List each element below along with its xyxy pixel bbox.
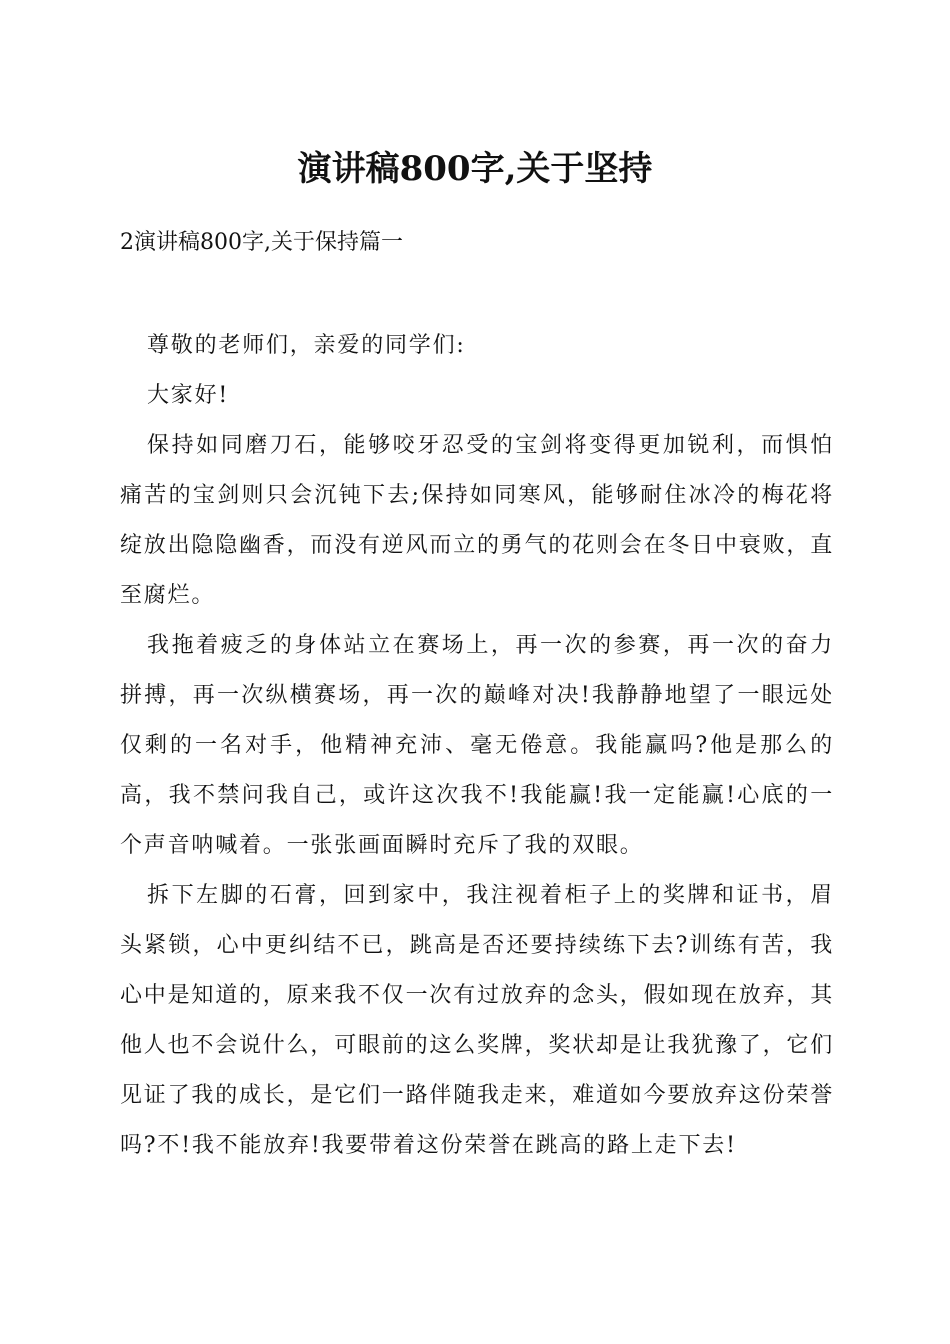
- document-title: 演讲稿800字,关于坚持: [297, 149, 653, 189]
- paragraph-3: 拆下左脚的石膏，回到家中，我注视着柜子上的奖牌和证书，眉头紧锁，心中更纠结不已，跳高是否还要持续练下去?训练有苦，我心中是知道的，原来我不仅一次有过放弃的念头，假如现在放弃，其他人也不会说什么，可眼前的这么奖牌，奖状却是让我犹豫了，它们见证了我的成长，是它们一路伴随我走来，难道如今要放弃这份荣誉吗?不!我不能放弃!我要带着这份荣誉在跳高的路上走下去!: [120, 883, 835, 1158]
- document-subtitle: 2演讲稿800字,关于保持篇一: [120, 230, 403, 255]
- paragraph-salutation: 尊敬的老师们，亲爱的同学们:: [147, 333, 466, 358]
- paragraph-greeting: 大家好!: [147, 383, 230, 408]
- paragraph-1: 保持如同磨刀石，能够咬牙忍受的宝剑将变得更加锐利，而惧怕痛苦的宝剑则只会沉钝下去;保持如同寒风，能够耐住冰冷的梅花将绽放出隐隐幽香，而没有逆风而立的勇气的花则会在冬日中衰败，直至腐烂。: [120, 433, 835, 608]
- document-body: [120, 321, 834, 1171]
- paragraph-2: 我拖着疲乏的身体站立在赛场上，再一次的参赛，再一次的奋力拼搏，再一次纵横赛场，再一次的巅峰对决!我静静地望了一眼远处仅剩的一名对手，他精神充沛、毫无倦意。我能赢吗?他是那么的高，我不禁问我自己，或许这次我不!我能赢!我一定能赢!心底的一个声音呐喊着。一张张画面瞬时充斥了我的双眼。: [120, 633, 834, 858]
